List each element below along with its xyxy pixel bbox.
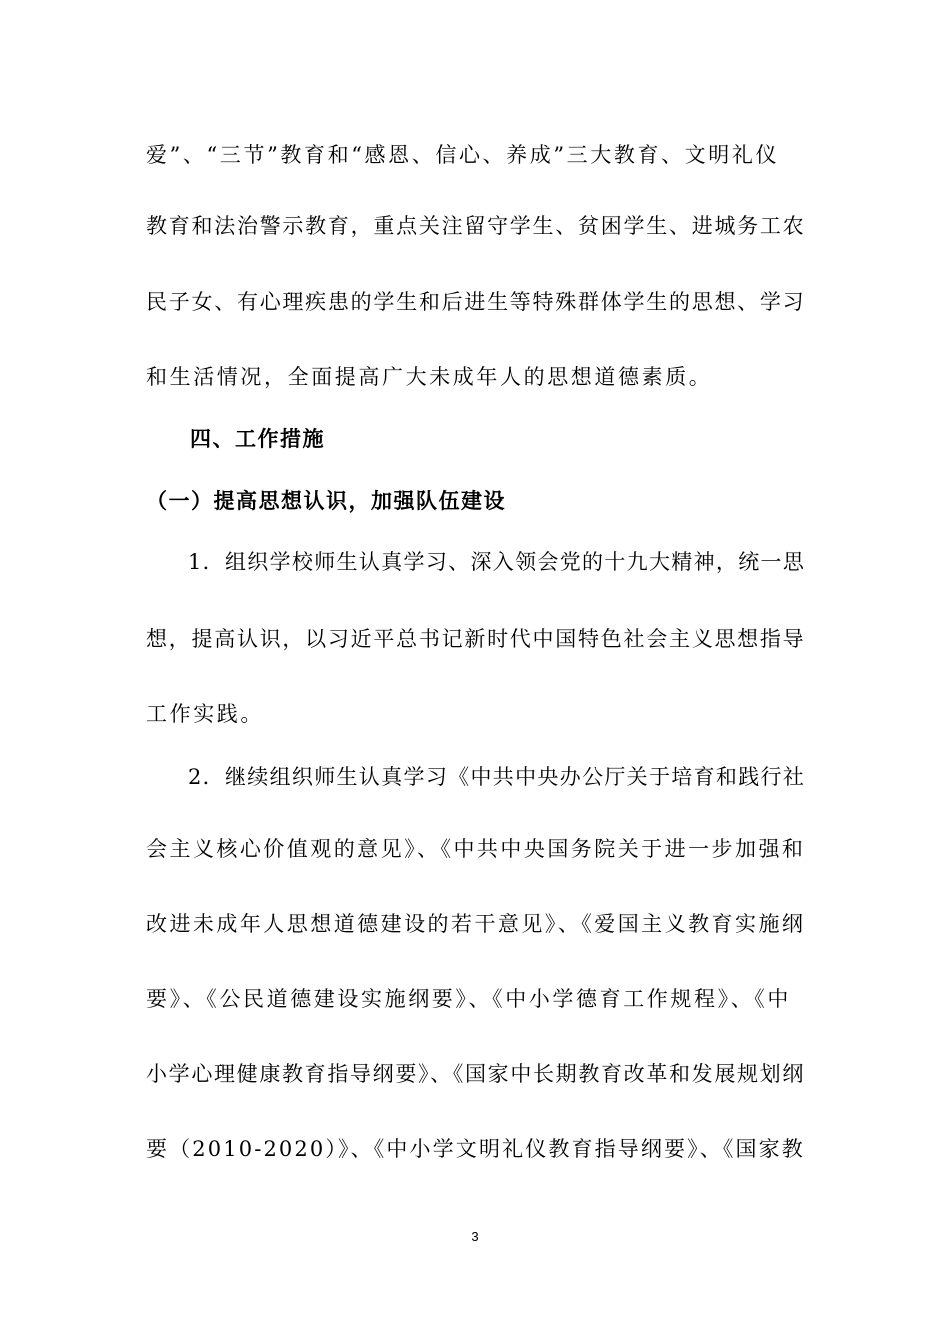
section-heading: 四、工作措施 bbox=[190, 427, 325, 451]
text-line: 要（2010-2020）》、《中小学文明礼仪教育指导纲要》、《国家教 bbox=[146, 1137, 805, 1161]
text-line: 想，提高认识，以习近平总书记新时代中国特色社会主义思想指导 bbox=[146, 627, 806, 651]
text-line: 和生活情况，全面提高广大未成年人的思想道德素质。 bbox=[146, 365, 713, 389]
text-line: 爱”、“三节”教育和“感恩、信心、养成”三大教育、文明礼仪 bbox=[146, 143, 780, 167]
subsection-heading: （一）提高思想认识，加强队伍建设 bbox=[146, 489, 506, 513]
text-line: 1．组织学校师生认真学习、深入领会党的十九大精神，统一思 bbox=[188, 550, 806, 574]
page-number: 3 bbox=[471, 1229, 479, 1244]
text-line: 民子女、有心理疾患的学生和后进生等特殊群体学生的思想、学习 bbox=[146, 290, 806, 314]
text-line: 要》、《公民道德建设实施纲要》、《中小学德育工作规程》、《中 bbox=[146, 987, 791, 1011]
text-line: 会主义核心价值观的意见》、《中共中央国务院关于进一步加强和 bbox=[146, 837, 806, 861]
text-line: 教育和法治警示教育，重点关注留守学生、贫困学生、进城务工农 bbox=[146, 214, 806, 238]
text-line: 小学心理健康教育指导纲要》、《国家中长期教育改革和发展规划纲 bbox=[146, 1062, 805, 1086]
text-line: 改进未成年人思想道德建设的若干意见》、《爱国主义教育实施纲 bbox=[146, 912, 806, 936]
text-line: 2．继续组织师生认真学习《中共中央办公厅关于培育和践行社 bbox=[188, 765, 806, 789]
text-line: 工作实践。 bbox=[146, 702, 264, 726]
